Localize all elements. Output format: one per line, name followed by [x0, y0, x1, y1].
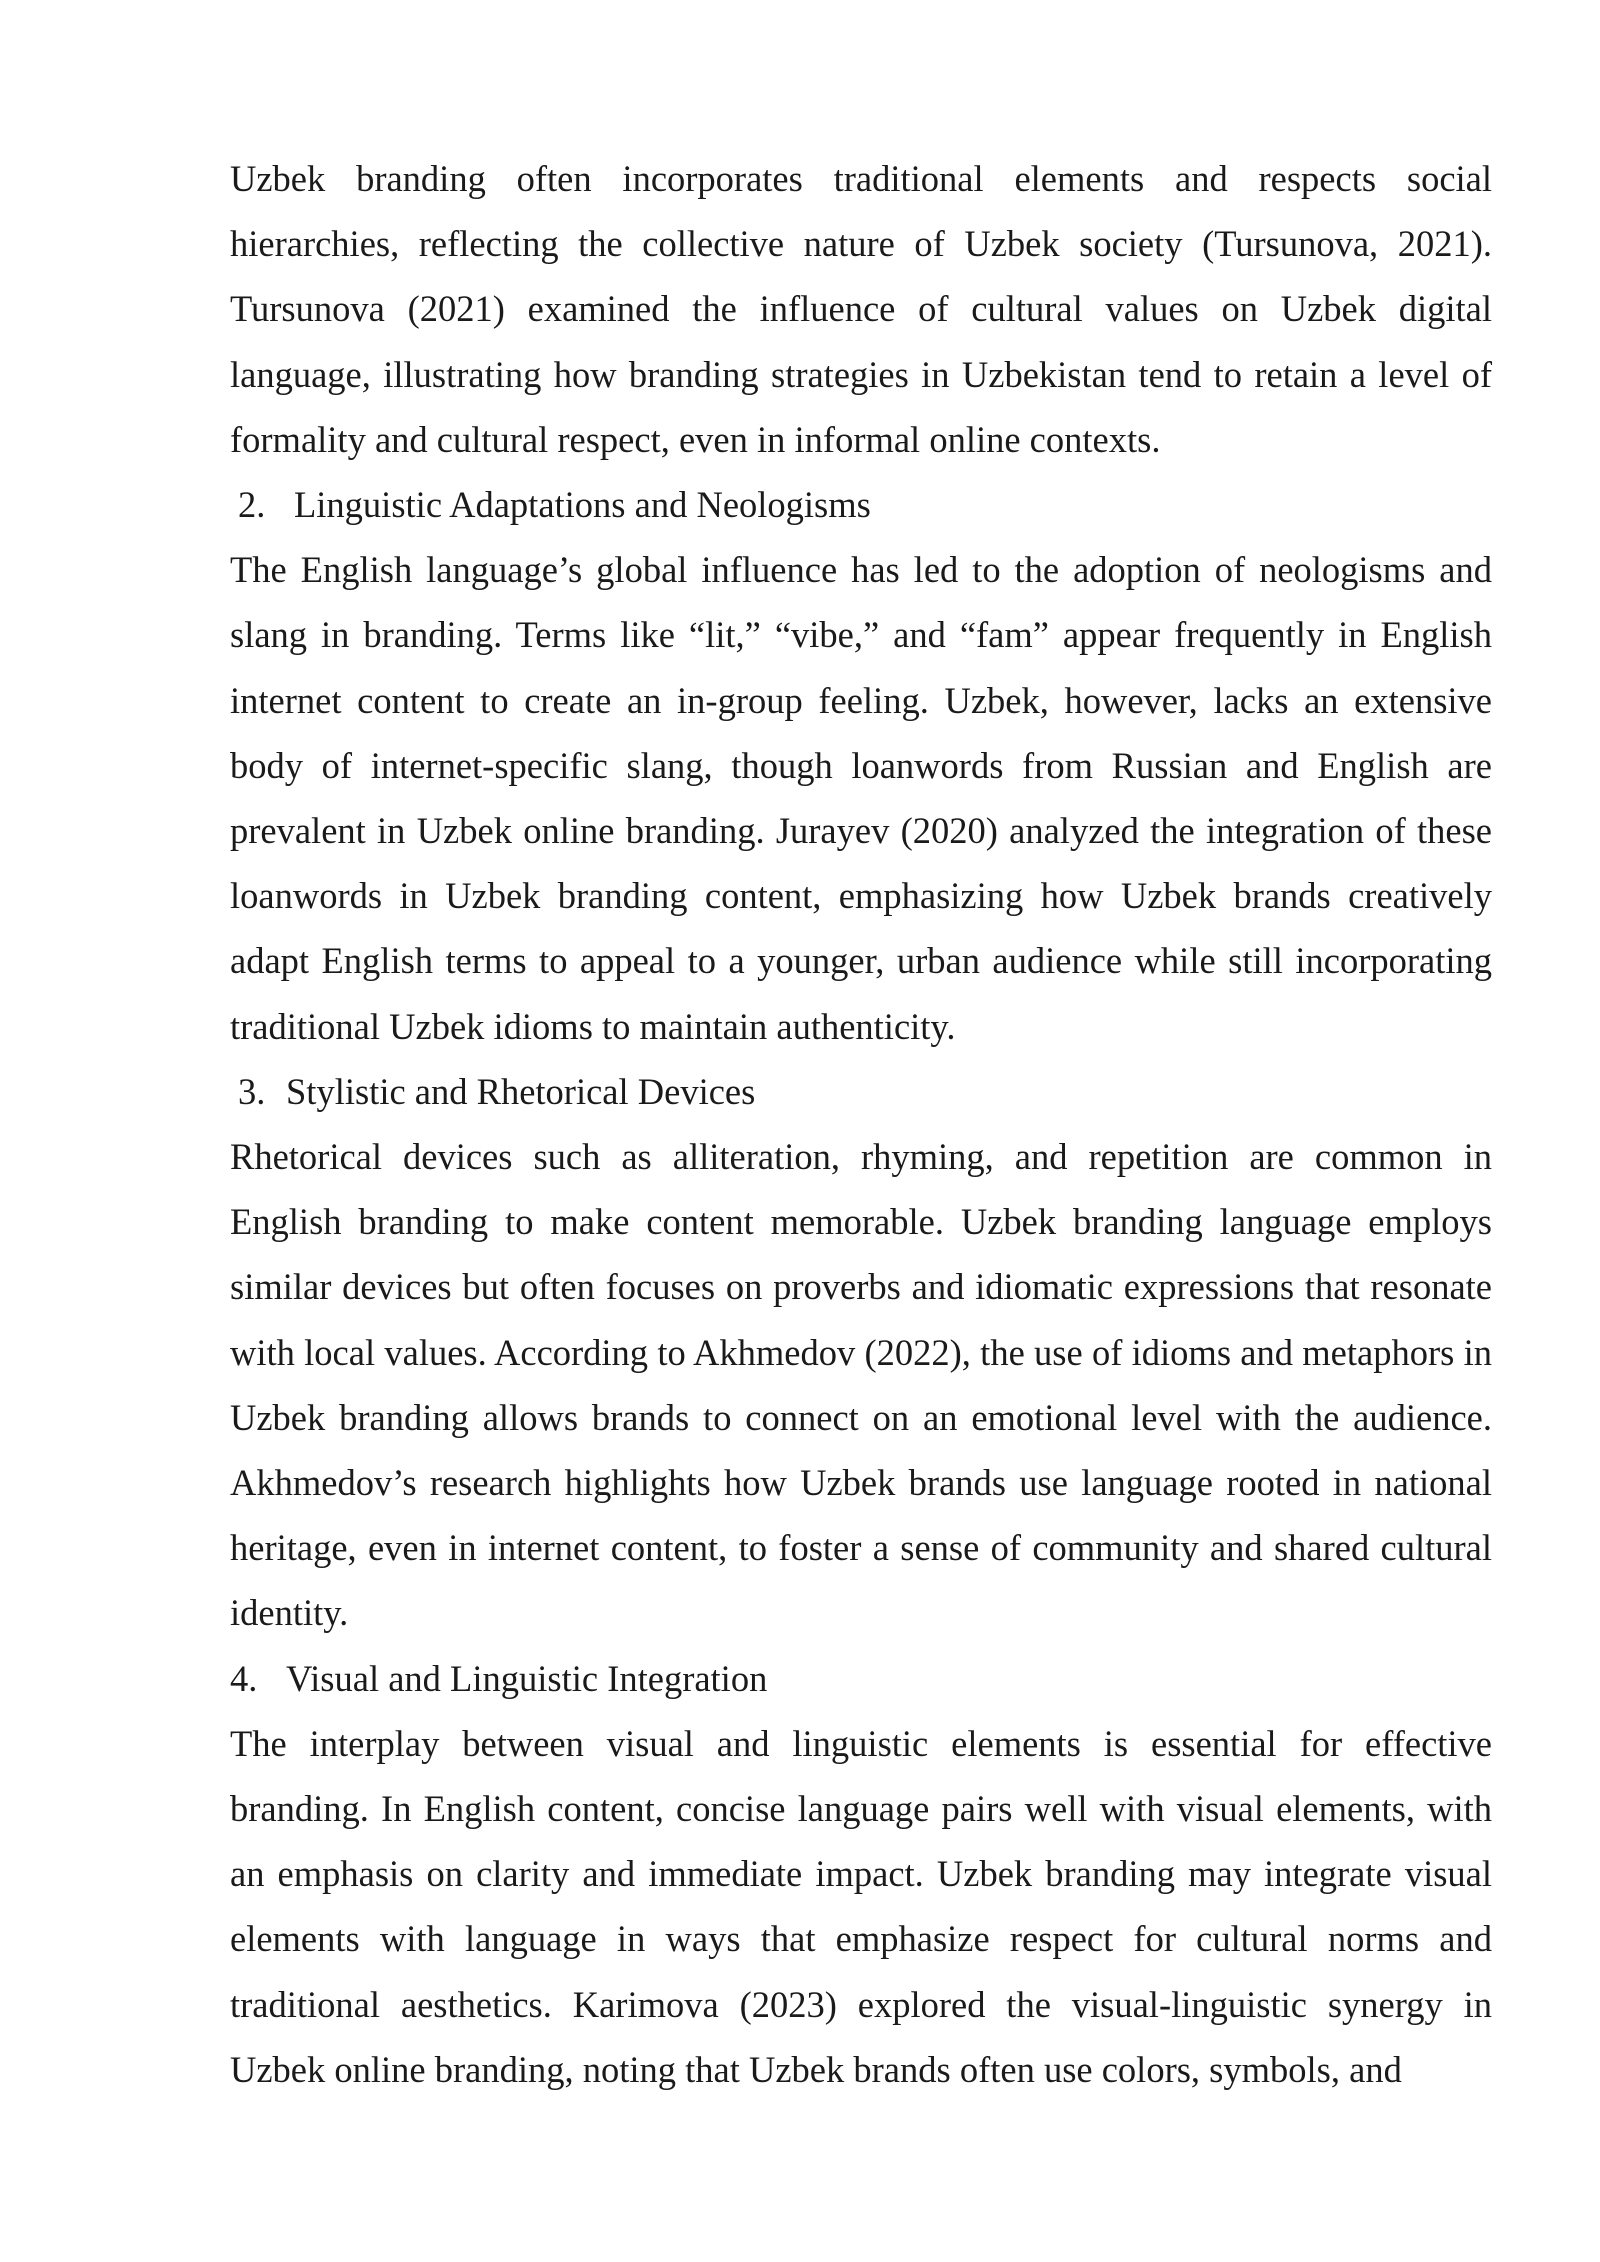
section-number: 2. — [238, 484, 266, 526]
section-heading-stylistic-devices — [230, 1059, 1492, 1124]
section-heading-linguistic-adaptations — [230, 472, 1492, 537]
paragraph-rhetorical-devices: Rhetorical devices such as alliteration, rhyming, and repetition are common in English branding to make content memorable. Uzbek branding language employs similar devices but often focuses on proverbs and idiomatic expressions that resonate with local values. According to Akhmedov (2022), the use of idioms and metaphors in Uzbek branding allows brands to connect on an emotional level with the audience. Akhmedov’s research highlights how Uzbek brands use language rooted in national heritage, even in internet content, to foster a sense of community and shared cultural identity. — [230, 1136, 1492, 1634]
section-heading-visual-integration — [230, 1646, 1492, 1711]
section-number: 4. — [230, 1657, 258, 1699]
section-number: 3. — [238, 1070, 266, 1112]
paragraph-visual-linguistic: The interplay between visual and linguistic elements is essential for effective branding. In English content, concise language pairs well with visual elements, with an emphasis on clarity and immediate impact. Uzbek branding may integrate visual elements with language in ways that emphasize respect for cultural norms and traditional aesthetics. Karimova (2023) explored the visual-linguistic synergy in Uzbek online branding, noting that Uzbek brands often use colors, symbols, and — [230, 1722, 1492, 2090]
section-title: Linguistic Adaptations and Neologisms — [294, 484, 871, 526]
section-title: Visual and Linguistic Integration — [286, 1657, 768, 1699]
paragraph-neologisms: The English language’s global influence has led to the adoption of neologisms and slang in branding. Terms like “lit,” “vibe,” and “fam” appear frequently in English internet content to create an in-group feeling. Uzbek, however, lacks an extensive body of internet-specific slang, though loanwords from Russian and English are prevalent in Uzbek online branding. Jurayev (2020) analyzed the integration of these loanwords in Uzbek branding content, emphasizing how Uzbek brands creatively adapt English terms to appeal to a younger, urban audience while still incorporating traditional Uzbek idioms to maintain authenticity. — [230, 549, 1492, 1047]
document-body — [230, 146, 1492, 2102]
paragraph-cultural-values: Uzbek branding often incorporates traditional elements and respects social hierarchies, reflecting the collective nature of Uzbek society (Tursunova, 2021). Tursunova (2021) examined the influence of cultural values on Uzbek digital language, illustrating how branding strategies in Uzbekistan tend to retain a level of formality and cultural respect, even in informal online contexts. — [230, 158, 1492, 460]
section-title: Stylistic and Rhetorical Devices — [286, 1070, 756, 1112]
